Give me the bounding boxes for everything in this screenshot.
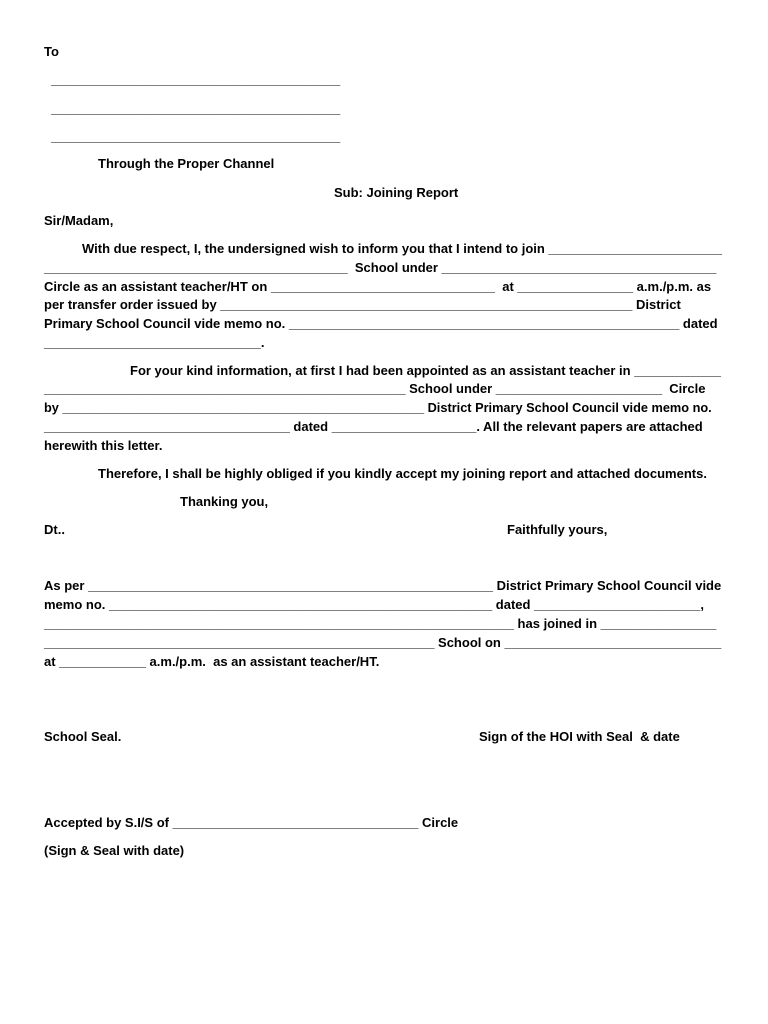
para2-line-5: herewith this letter. — [44, 438, 163, 453]
address-line-3: ________________________________________ — [51, 129, 341, 144]
school-seal-label: School Seal. — [44, 729, 122, 744]
channel-line: Through the Proper Channel — [98, 156, 275, 171]
salutation: Sir/Madam, — [44, 213, 114, 228]
para2-line-2: __________________________________________________ School under _______________________ Circle — [44, 381, 706, 396]
para2-line-4: __________________________________ dated ____________________. All the relevant papers are attached — [44, 419, 703, 434]
sign-seal-note: (Sign & Seal with date) — [44, 843, 185, 858]
cert-line-4: ______________________________________________________ School on ______________________________ — [44, 635, 722, 650]
para1-line-6: ______________________________. — [44, 335, 265, 350]
para1-line-2: __________________________________________ School under ______________________________________ — [44, 260, 717, 275]
cert-line-2: memo no. _____________________________________________________ dated _______________________, — [44, 597, 704, 612]
cert-line-1: As per ________________________________________________________ District Primary School Council vide — [44, 578, 722, 593]
para1-line-4: per transfer order issued by _________________________________________________________ District — [44, 297, 681, 312]
cert-line-5: at ____________ a.m./p.m. as an assistant teacher/HT. — [44, 654, 380, 669]
para2-line-1: For your kind information, at first I had been appointed as an assistant teacher in ____________ — [130, 363, 721, 378]
para1-line-3: Circle as an assistant teacher/HT on _______________________________ at ________________ a.m./p.m. as — [44, 279, 712, 294]
subject-line: Sub: Joining Report — [334, 185, 459, 200]
para3: Therefore, I shall be highly obliged if you kindly accept my joining report and attached documents. — [98, 466, 707, 481]
closing-line: Faithfully yours, — [507, 522, 608, 537]
para1-line-1: With due respect, I, the undersigned wish to inform you that I intend to join ________________________ — [82, 241, 722, 256]
cert-line-3: _________________________________________________________________ has joined in ________________ — [44, 616, 717, 631]
address-line-2: ________________________________________ — [51, 101, 341, 116]
date-label: Dt.. — [44, 522, 65, 537]
address-line-1: ________________________________________ — [51, 72, 341, 87]
accepted-by-line: Accepted by S.I/S of __________________________________ Circle — [44, 815, 459, 830]
to-label: To — [44, 44, 59, 59]
hoi-sign-label: Sign of the HOI with Seal & date — [479, 729, 680, 744]
para1-line-5: Primary School Council vide memo no. ______________________________________________________ dated — [44, 316, 718, 331]
thanking-line: Thanking you, — [180, 494, 269, 509]
para2-line-3: by ___________________________________________________ District Primary School Council vide memo no. — [44, 400, 712, 415]
